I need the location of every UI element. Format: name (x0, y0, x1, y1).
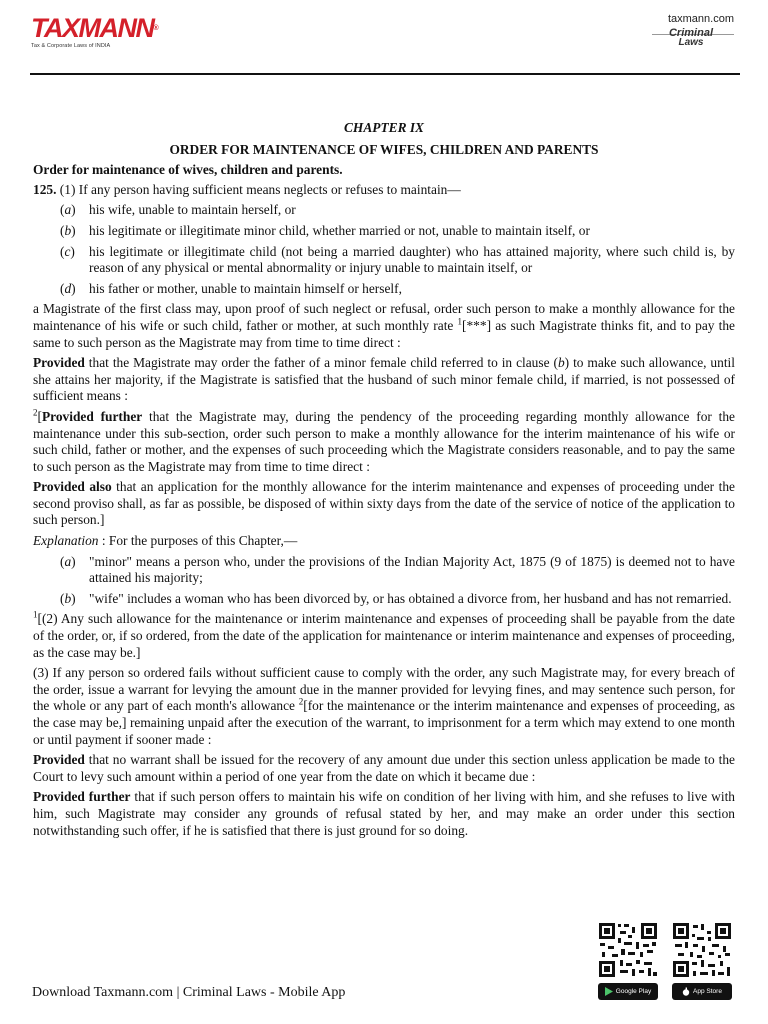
apple-icon (682, 987, 690, 996)
proviso-2 (33, 409, 735, 475)
proviso-3 (33, 479, 735, 529)
footer-download-text[interactable]: Download Taxmann.com | Criminal Laws - Mobile App (32, 985, 346, 1000)
app-store-badge[interactable] (672, 983, 732, 1000)
list-item: (b) "wife" includes a woman who has been divorced by, or has obtained a divorce from, her husband and has not remarried. (60, 590, 732, 606)
clause-ref: b (557, 355, 565, 371)
qr-code-google-play[interactable] (598, 922, 658, 978)
list-item: (c) his legitimate or illegitimate child (not being a married daughter) who has attained majority, where such child is, by reason of any physical or mental abnormality or injury unable to maintain itself, or (60, 243, 735, 276)
footnote-ref[interactable]: 1 (457, 316, 463, 327)
proviso-4 (33, 752, 735, 785)
section-number: 125. (33, 181, 57, 197)
para-text: [***] as such Magistrate thinks fit, and to pay the same to such person as the Magistrate may from time to time direct : (33, 317, 735, 350)
subsection-3 (33, 665, 735, 748)
taxmann-logo[interactable] (31, 15, 157, 49)
explanation (33, 533, 735, 550)
proviso-text: that no warrant shall be issued for the recovery of any amount due under this section unless application be made to the Court to levy such amount within a period of one year from the date on which it became due : (33, 752, 735, 784)
logo-tagline: Tax & Corporate Laws of INDIA (31, 43, 111, 49)
proviso-label: Provided further (41, 408, 143, 424)
logo-text: TAXMANN (31, 13, 154, 43)
subsection-2 (33, 611, 735, 661)
explanation-label: Explanation (33, 533, 99, 549)
logo-registered-mark: ® (153, 25, 158, 32)
brand-line-1: Criminal (668, 27, 713, 39)
list-item: (b) his legitimate or illegitimate minor child, whether married or not, unable to maintain itself, or (60, 222, 590, 238)
para-text: a Magistrate of the first class may, upon proof of such neglect or refusal, order such person to make a monthly allowance for the maintenance of his wife or such child, father or mother, at such monthly rate (33, 301, 735, 333)
item-text: his wife, unable to maintain herself, or (89, 202, 296, 218)
explanation-text: : For the purposes of this Chapter,— (98, 533, 298, 549)
play-triangle-icon (605, 987, 613, 996)
item-label: b (64, 590, 72, 606)
section-intro-text: (1) If any person having sufficient means neglects or refuses to maintain— (56, 181, 461, 197)
qr-icon (672, 922, 732, 978)
document-body (33, 120, 735, 843)
proviso-label: Provided (33, 752, 85, 768)
item-label: c (64, 243, 71, 259)
item-text: "minor" means a person who, under the provisions of the Indian Majority Act, 1875 (9 of 1875) is deemed not to have attained his majority; (89, 553, 735, 586)
chapter-title: CHAPTER IX (344, 120, 424, 135)
google-play-badge[interactable] (598, 983, 658, 1000)
proviso-label: Provided also (33, 479, 112, 495)
qr-code-app-store[interactable] (672, 922, 732, 978)
qr-icon (598, 922, 658, 978)
list-item: (a) his wife, unable to maintain herself, or (60, 202, 296, 218)
subsection-text: (3) If any person so ordered fails without sufficient cause to comply with the order, any such Magistrate may, for every breach of the order, issue a warrant for levying the amount due in the manner provided for levying fines, and may sentence such person, for the whole or any part of each month's allowance (33, 665, 735, 714)
app-store-label: App Store (693, 988, 722, 995)
google-play-label: Google Play (615, 988, 652, 995)
item-label: a (64, 553, 72, 569)
site-url[interactable]: taxmann.com (667, 13, 734, 25)
proviso-1 (33, 355, 735, 405)
item-text: his father or mother, unable to maintain himself or herself, (89, 280, 402, 296)
item-text: his legitimate or illegitimate child (not being a married daughter) who has attained majority, where such child is, by reason of any physical or mental abnormality or injury unable to maintain itself, or (89, 243, 735, 276)
proviso-label: Provided further (33, 789, 131, 805)
proviso-text: that an application for the monthly allowance for the interim maintenance and expenses of proceeding under the second proviso shall, as far as possible, be disposed of within sixty days from the date of the service of notice of the application to such person.] (33, 479, 735, 528)
paragraph-main (33, 301, 735, 351)
item-label: d (64, 280, 72, 296)
list-item: (a) "minor" means a person who, under the provisions of the Indian Majority Act, 1875 (9 of 1875) is deemed not to have attained his majority; (60, 553, 735, 586)
brand-line-2: Laws (678, 37, 704, 48)
item-text: his legitimate or illegitimate minor child, whether married or not, unable to maintain itself, or (89, 222, 590, 238)
subsection-text: [(2) Any such allowance for the maintenance or interim maintenance and expenses of proceeding shall be payable from the date of the order, or, if so ordered, from the date of the application for maintenance or interim maintenance and expenses of proceeding, as the case may be.] (33, 611, 735, 660)
section-heading: Order for maintenance of wives, children and parents. (33, 162, 343, 178)
section-intro (33, 182, 735, 199)
proviso-text: that the Magistrate may order the father of a minor female child referred to in clause ( (84, 355, 558, 371)
item-label: a (64, 202, 72, 218)
footnote-ref[interactable]: 2 (298, 696, 304, 707)
subsection-text: [for the maintenance or the interim maintenance and expenses of proceeding, as the case may be,] remaining unpaid after the execution of the warrant, to imprisonment for a term which may extend to one month or until payment if sooner made : (33, 698, 735, 747)
item-label: b (64, 222, 72, 238)
page-header (0, 0, 768, 76)
proviso-text: that the Magistrate may, during the pendency of the proceeding regarding monthly allowance for the maintenance under this sub-section, order such person to make a monthly allowance for the interim maintenance of his wife or such child, father or mother, and the expenses of such proceeding which the Magistrate considers reasonable, and to pay the same to such person as the Magistrate may from time to time direct : (33, 408, 735, 474)
chapter-heading: ORDER FOR MAINTENANCE OF WIFES, CHILDREN AND PARENTS (169, 141, 599, 157)
proviso-text: that if such person offers to maintain his wife on condition of her living with him, and she refuses to live with him, such Magistrate may consider any grounds of refusal stated by her, and may make an order under this section notwithstanding such offer, if he is satisfied that there is just ground for so doing. (33, 789, 735, 838)
bracket: [ (37, 408, 42, 424)
list-item: (d) his father or mother, unable to maintain himself or herself, (60, 280, 402, 296)
footnote-ref[interactable]: 2 (33, 407, 38, 418)
proviso-label: Provided (33, 355, 85, 371)
header-rule (30, 73, 740, 75)
item-text: "wife" includes a woman who has been divorced by, or has obtained a divorce from, her husband and has not remarried. (89, 590, 732, 606)
proviso-text: ) to make such allowance, until she attains her majority, if the Magistrate is satisfied that the husband of such minor female child, if married, is not possessed of sufficient means : (33, 355, 735, 404)
footnote-ref[interactable]: 1 (33, 609, 38, 620)
criminal-laws-brand (652, 29, 730, 47)
proviso-5 (33, 789, 735, 839)
